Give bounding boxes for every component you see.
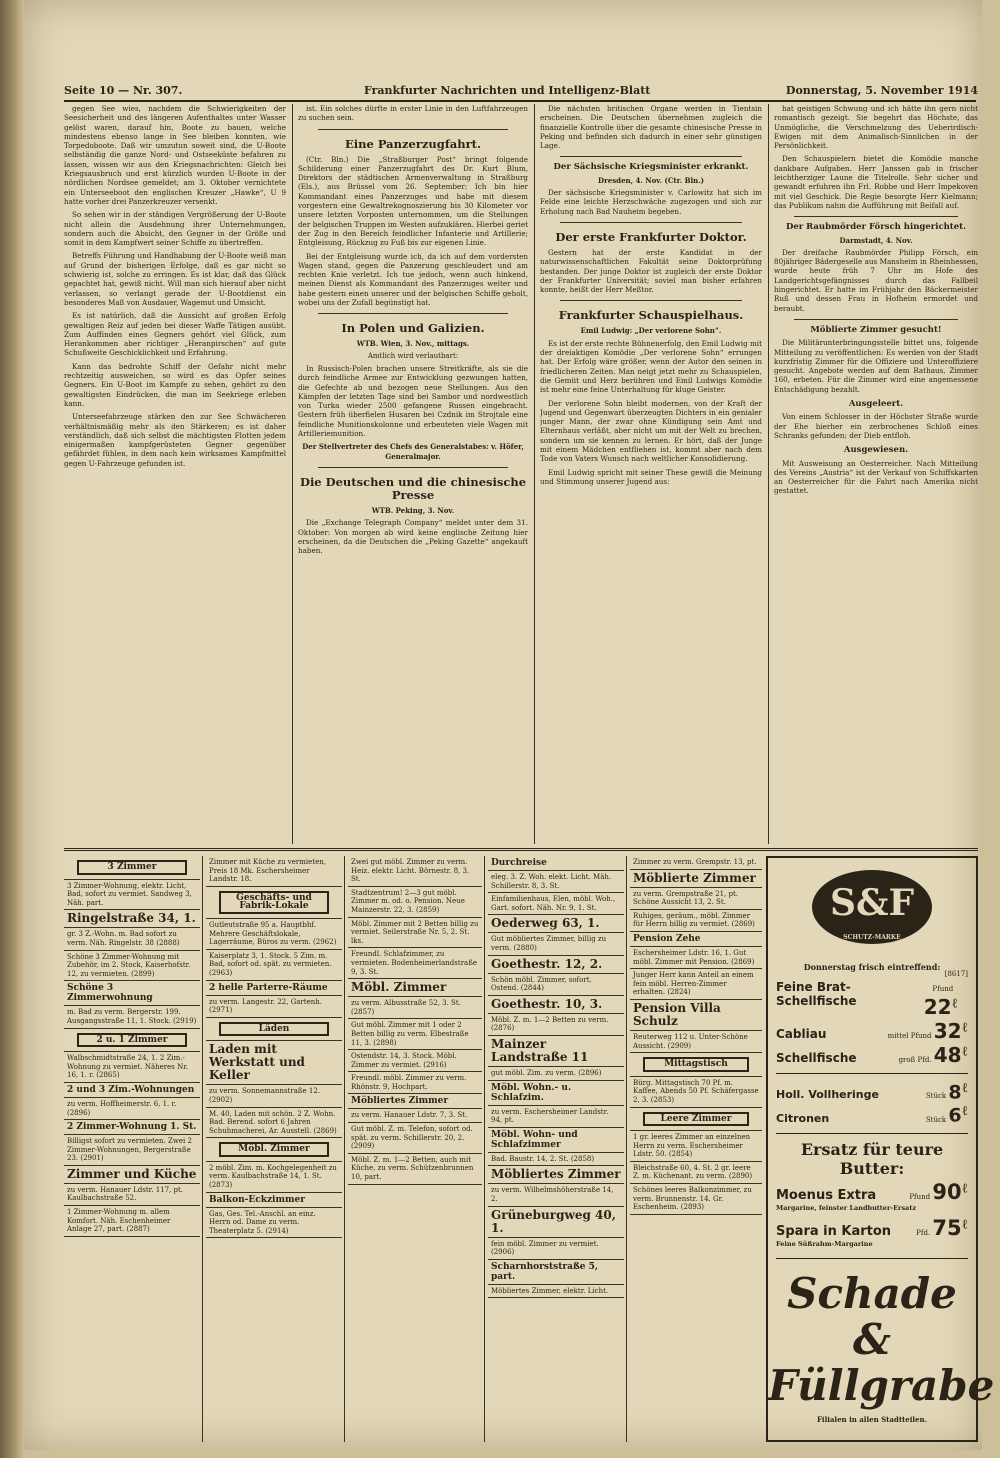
article-paragraph: ist. Ein solches dürfte in erster Linie in den Luftfahrzeugen zu suchen sein. <box>298 104 528 123</box>
price-group <box>895 1043 968 1067</box>
article-paragraph: (Ctr. Bln.) Die „Straßburger Post“ bringt folgende Schilderung einer Panzerzugfahrt des Dr. Kurt Blum, Direktors der städtischen Armenverwaltung in Straßburg (Els.), aus Brüssel vom 26. September: Ich bin hier Kommandant eines Panzerzuges und habe mit diesem vorgestern eine Gewaltrekognoszierung bis 30 Kilometer vor unsere letzten Vorposten unternommen, um die Stellungen der belgischen Truppen im Westen aufzuklären. Hierbei geriet der Zug in den Bereich feindlicher Infanterie und Artillerie; Entgleisung, Rückzug zu Fuß bis zur eigenen Linie. <box>298 154 528 248</box>
pfennig-sign: ℓ <box>961 1044 968 1060</box>
article-paragraph: Mit Ausweisung an Oesterreicher. Nach Mitteilung des Vereins „Austria“ ist der Verkauf von Schiffskarten an Oesterreicher für die Fahrt nach Amerika nicht gestattet. <box>774 458 978 496</box>
classified-ad <box>630 1162 762 1184</box>
category-heading: 3 Zimmer <box>77 860 187 875</box>
category-heading: 2 u. 1 Zimmer <box>77 1033 187 1048</box>
classifieds-column-c <box>348 856 482 1446</box>
classifieds-column-d <box>488 856 624 1446</box>
dateline: Dresden, 4. Nov. (Ctr. Bln.) <box>598 175 704 185</box>
classified-ad <box>488 1166 624 1184</box>
category-heading: Mittagstisch <box>643 1057 750 1072</box>
classified-ad <box>630 1108 762 1132</box>
ad-text: gut möbl. Zim. zu verm. (2896) <box>491 1068 602 1077</box>
classified-ad <box>630 1000 762 1031</box>
ad-text: Freundl. möbl. Zimmer zu verm. Rhönstr. 9, Hochpart. <box>351 1074 467 1091</box>
ad-text: 1 gr. leeres Zimmer an einzelnen Herrn zu verm. Eschersheimer Ldstr. 50. (2854) <box>633 1133 751 1159</box>
ad-text: Gas, Ges. Tel.-Anschl. an einz. Herrn od. Dame zu verm. Theaterplatz 5. (2914) <box>209 1209 316 1235</box>
ad-text: Reuterweg 112 u. Unter-Schöne Aussicht. (2909) <box>633 1032 748 1050</box>
article-paragraph: Betreffs Führung und Handhabung der U-Boote weiß man auf Grund der bisherigen Erfolge, daß es gar nicht so schwierig ist, solche zu erringen. Es ist klar, daß das Glück gepachtet hat, gewiß nicht. Will man sich hierauf aber nicht verlassen, so verlangt gerade der U-Bootdienst ein besonderes Maß von Ausdauer, Wagemut und Umsicht. <box>64 251 286 307</box>
column-2 <box>298 104 528 844</box>
ad-divider <box>776 1258 968 1259</box>
ad-text: Zimmer zu verm. Grempstr. 13, pt. <box>633 858 757 866</box>
classified-ad <box>348 1094 482 1109</box>
product-name: Citronen <box>776 1111 830 1125</box>
classified-ad <box>206 1018 342 1042</box>
classified-ad <box>64 1120 200 1135</box>
price-row <box>768 1080 976 1103</box>
ad-text: zu verm. Wilhelmshöherstraße 14, 2. <box>491 1186 614 1203</box>
ad-text: Schön möbl. Zimmer, sofort. Ostend. (2844) <box>491 975 592 993</box>
classified-ad <box>64 910 200 928</box>
classified-ad <box>64 1135 200 1166</box>
classified-ad <box>488 996 624 1014</box>
ad-text: Eschersheimer Ldstr. 16, 1. Gut möbl. Zimmer mit Pension. (2869) <box>633 948 755 966</box>
article-paragraph: Es ist der erste rechte Bühnenerfolg, den Emil Ludwig mit der dreiaktigen Komödie „Der verlorene Sohn“ errungen hat. Der Erfolg wäre größer, wenn der Autor den seinen in friedlicheren Zeiten. Man neigt jetzt mehr zu Schauspielen, die Gemüt und Herz berühren und Emil Ludwigs Komödie ist mehr eine feine Unterhaltung für kluge Geister. <box>540 338 762 395</box>
price-group <box>922 1103 968 1126</box>
ad-text: Bad. Baustr. 14, 2. St. (2858) <box>491 1154 595 1163</box>
price-value: 6 <box>948 1104 962 1127</box>
classified-ad <box>488 933 624 955</box>
price-unit: mittel Pfund <box>887 1032 934 1040</box>
price-unit: Pfund <box>932 985 954 993</box>
price-row <box>768 1103 976 1126</box>
headline-polen-galizien: In Polen und Galizien. <box>341 321 485 336</box>
price-row <box>768 1043 976 1067</box>
classified-ad <box>64 951 200 982</box>
delivery-note: Donnerstag frisch eintreffend: <box>803 962 941 972</box>
ad-text: Pension Villa Schulz <box>633 1000 721 1028</box>
ad-text: Bleichstraße 60, 4. St. 2 gr. leere Z. m. Küchenant. zu verm. (2890) <box>633 1163 753 1181</box>
ad-text: Grüneburgweg 40, 1. <box>491 1207 616 1235</box>
classified-ad <box>488 1207 624 1238</box>
ad-text: Gut möbl. Z. m. Telefon, sofort od. spät. zu verm. Schillerstr. 20, 2. (2909) <box>351 1125 473 1151</box>
classified-ad <box>64 1098 200 1120</box>
article-paragraph: Die „Exchange Telegraph Company“ meldet unter dem 31. Oktober: Von morgen ab wird keine englische Zeitung hier erscheinen, da die Deutschen die „Peking Gazette“ angekauft haben. <box>298 518 528 556</box>
classified-ad <box>348 856 482 887</box>
ad-text: Zimmer und Küche <box>67 1166 197 1181</box>
price-row <box>768 1180 976 1204</box>
price-group <box>884 1019 968 1043</box>
price-unit: Pfd. <box>916 1228 933 1237</box>
classified-ad <box>488 1285 624 1299</box>
ad-text: Ostendstr. 14, 3. Stock. Möbl. Zimmer zu vermiet. (2916) <box>351 1052 457 1069</box>
classified-ad <box>630 1131 762 1162</box>
column-rule <box>202 856 203 1442</box>
dateline: Darmstadt, 4. Nov. <box>839 235 913 245</box>
ad-text: Goethestr. 12, 2. <box>491 956 603 971</box>
column-1 <box>64 104 286 844</box>
ad-text: Möbl. Z. m. 1—2 Betten zu verm. (2876) <box>491 1015 609 1033</box>
ad-divider <box>776 1073 968 1074</box>
classified-ad <box>488 956 624 974</box>
classified-ad <box>630 1077 762 1108</box>
classifieds-column-a <box>64 856 200 1446</box>
pfennig-sign: ℓ <box>961 1217 968 1233</box>
classified-ad <box>348 1154 482 1185</box>
butter-substitute-heading: Ersatz für teure Butter: <box>800 1139 944 1178</box>
logo-subtext: SCHUTZ-MARKE <box>843 934 901 941</box>
ad-text: Gutleutstraße 95 a. Hauptbhf. Mehrere Geschäftslokale, Lagerräume, Büros zu verm. (2962) <box>209 920 337 947</box>
ad-text: Stadtzentrum! 2—3 gut möbl. Zimmer m. od. o. Pension. Neue Mainzerstr. 22, 3. (2859) <box>351 888 465 914</box>
classified-ad <box>348 997 482 1019</box>
classified-ad <box>64 880 200 911</box>
price-unit: Stück <box>925 1115 949 1124</box>
ad-text: Schöne 3 Zimmerwohnung <box>67 983 153 1004</box>
classified-ad <box>64 928 200 950</box>
classified-ad <box>206 950 342 981</box>
classified-ad <box>630 870 762 888</box>
price-row <box>768 1019 976 1043</box>
ad-text: zu verm. Eschersheimer Landstr. 94, pt. <box>491 1107 609 1125</box>
article-divider <box>794 319 958 320</box>
price-value: 8 <box>948 1081 962 1104</box>
article-paragraph: Der sächsische Kriegsminister v. Carlowitz hat sich im Felde eine leichte Herzschwäche zugezogen und sich zur Erholung nach Bad Nauheim begeben. <box>540 188 762 216</box>
page-number: Seite 10 — Nr. 307. <box>64 84 183 97</box>
classified-ad <box>630 1053 762 1077</box>
product-description: Margarine, feinster Landbutter-Ersatz <box>776 1203 917 1212</box>
ad-text: Möbl. Wohn.- u. Schlafzim. <box>491 1082 572 1103</box>
ad-text: zu verm. Sonnemannstraße 12. (2902) <box>209 1087 321 1104</box>
ad-text: Laden mit Werkstatt und Keller <box>209 1042 305 1083</box>
classified-ad <box>64 856 200 880</box>
classified-ad <box>64 1006 200 1028</box>
price-value: 90 <box>932 1179 962 1204</box>
article-paragraph: Die Militärunterbringungsstelle bittet uns, folgende Mitteilung zu veröffentlichen: Es werden von der Stadt kurzfristig Zimmer für die Offiziere und Unteroffiziere gesucht. Angebote werden auf dem Rathaus, Zimmer 160, erbeten. Für die Zimmer wird eine angemessene Entschädigung bezahlt. <box>774 338 978 394</box>
classified-ad <box>488 1014 624 1036</box>
price-row <box>768 1216 976 1240</box>
article-paragraph: hat geistigen Schwung und ich hätte ihn gern nicht romantisch gezeigt. Sie begehrt das Höchste, das Unmögliche, die Verschmelzung des Ueberirdisch-Ewigen mit dem Animalisch-Sinnlichen in der Persönlichkeit. <box>774 104 978 151</box>
article-divider <box>318 467 508 468</box>
ad-text: eleg. 3. Z. Woh. elekt. Licht. Mäh. Schillerstr. 8, 3. St. <box>491 873 612 890</box>
ad-text: Möblierte Zimmer <box>633 870 756 885</box>
column-rule <box>344 856 345 1442</box>
price-group <box>922 1080 968 1103</box>
classified-ad <box>206 1085 342 1107</box>
price-group <box>905 1180 968 1204</box>
category-heading: Leere Zimmer <box>643 1112 750 1127</box>
column-rule <box>484 856 485 1442</box>
price-value: 32 <box>933 1019 962 1043</box>
ad-text: Junger Herr kann Anteil an einem fein möbl. Herren-Zimmer erhalten. (2824) <box>633 971 754 997</box>
price-group <box>912 1216 968 1240</box>
classified-ad <box>348 887 482 918</box>
classified-ad <box>64 1166 200 1184</box>
ad-text: Schöne 3 Zimmer-Wohnung mit Zubehör, im 2. Stock, Kaiserhofstr. 12, zu vermieten. (2899) <box>67 952 191 978</box>
masthead: Frankfurter Nachrichten und Intelligenz-Blatt <box>364 84 651 97</box>
classified-ad <box>206 1208 342 1239</box>
ad-text: Walbschmidtstraße 24, 1. 2 Zim.-Wohnung zu vermiet. Näheres Nr. 16, 1. r. (2865) <box>67 1054 189 1080</box>
article-paragraph: Gestern hat der erste Kandidat in der naturwissenschaftlichen Fakultät seine Doktorprüfung bestanden. Der junge Doktor ist zugleich der erste Doktor der Frankfurter Universität; soviel man bisher erfahren konnte, heißt der Herr Meßtor. <box>540 247 762 295</box>
ad-text: 2 und 3 Zim.-Wohnungen <box>67 1084 195 1095</box>
classified-ad <box>488 915 624 933</box>
ad-text: Ruhiges, geräum., möbl. Zimmer für Herrn billig zu vermiet. (2869) <box>633 911 755 929</box>
ad-text: 2 möbl. Zim. m. Kochgelegenheit zu verm. Kaulbachstraße 14, 1. St. (2873) <box>209 1163 337 1190</box>
column-rule <box>626 856 627 1442</box>
ad-text: Möbliertes Zimmer, elektr. Licht. <box>491 1286 609 1295</box>
product-name: Cabliau <box>776 1027 827 1041</box>
classified-ad <box>348 948 482 979</box>
column-3 <box>540 104 762 844</box>
classified-ad <box>206 919 342 950</box>
classified-ad <box>348 1123 482 1154</box>
classified-ad <box>630 856 762 870</box>
classified-ad <box>348 1109 482 1123</box>
price-list <box>768 976 976 1127</box>
article-paragraph: Von einem Schlosser in der Höchster Straße wurde der Ehe hierher ein zerbrochenes Schloß eines Schranks gefunden; der Dieb entfloh. <box>774 412 978 440</box>
classifieds-rule <box>64 848 978 851</box>
article-paragraph: Die nächsten britischen Organe werden in Tientsin erscheinen. Die Deutschen übernehmen zugleich die finanzielle Kontrolle über die gesamte chinesische Presse in Peking und befinden sich dadurch in einer sehr günstigen Lage. <box>540 104 762 151</box>
classified-ad <box>206 1193 342 1208</box>
article-paragraph: Bei der Entgleisung wurde ich, da ich auf dem vordersten Wagen stand, gegen die Panzerung geschleudert und am rechten Knie verletzt. Ich tue jedoch, wenn auch hinkend, meinen Dienst als Kommandant des Panzerzuges weiter und habe gestern einen unserer und der belgischen Schiffe geholt, wobei uns der Zufall begünstigt hat. <box>298 251 528 308</box>
article-paragraph: Der verlorene Sohn bleibt modernen, von der Kraft der Jugend und Gegenwart überzeugten Dichters in ein genialer junger Mann, der zwar ohne Kündigung sein Amt und Elternhaus verläßt, aber nicht um mit der Welt zu brechen, sondern um sie kennen zu lernen. Er hört, daß der Junge mit einem Mädchen entfliehen ist, kommt aber nach dem Tode von Vaters Wunsch nach weltlicher Konsolidierung. <box>540 398 762 464</box>
classified-ad <box>64 1206 200 1237</box>
classified-ad <box>630 969 762 1000</box>
ad-text: Möbl. Wohn- und Schlafzimmer <box>491 1129 578 1150</box>
ad-text: Mainzer Landstraße 11 <box>491 1036 589 1064</box>
subline: Emil Ludwig: „Der verlorene Sohn“. <box>580 326 722 336</box>
ad-text: 1 Zimmer-Wohnung m. allem Komfort. Näh. Eschenheimer Anlage 27, part. (2887) <box>67 1208 171 1234</box>
classified-ad <box>206 856 342 887</box>
product-description: Feine Süßrahm-Margarine <box>776 1239 873 1248</box>
classified-ad <box>348 1072 482 1094</box>
classified-ad <box>488 1067 624 1081</box>
headline-kriegsminister: Der Sächsische Kriegsminister erkrankt. <box>553 162 749 173</box>
ad-text: Oederweg 63, 1. <box>491 916 600 931</box>
ad-text: Kaiserplatz 3, 1. Stock. 5 Zim. m. Bad, sofort od. spät. zu vermieten. (2963) <box>209 951 332 977</box>
book-binding <box>0 0 24 1458</box>
ad-text: Pension Zehe <box>633 933 701 944</box>
classified-ad <box>64 1029 200 1053</box>
headline-schauspielhaus: Frankfurter Schauspielhaus. <box>558 308 744 323</box>
ad-text: Möbliertes Zimmer <box>351 1096 449 1107</box>
classified-ad <box>488 1260 624 1285</box>
classified-ad <box>488 1128 624 1153</box>
ad-text: Einfamilienhaus, Elen, möbl. Woh., Gart. sofort. Näh. Nr. 9, 1. St. <box>491 895 616 912</box>
product-name: Schellfische <box>776 1051 857 1065</box>
article-paragraph: Emil Ludwig spricht mit seiner These gewiß die Meinung und Stimmung unserer Jugend aus: <box>540 467 762 486</box>
ad-text: zu verm. Albusstraße 52, 3. St. (2857) <box>351 999 461 1016</box>
ad-text: Möbl. Zimmer mit 2 Betten billig zu vermiet. Seilerstraße Nr. 5, 2. St. lks. <box>351 919 479 945</box>
article-divider <box>560 156 742 157</box>
ad-text: zu verm. Grempstraße 21, pt. Schöne Aussicht 13, 2. St. <box>633 889 738 907</box>
branches-note: Filialen in allen Stadtteilen. <box>816 1414 928 1424</box>
ad-code: [8617] <box>944 970 968 978</box>
ad-text: Durchreise <box>491 858 547 868</box>
classified-ad <box>488 871 624 893</box>
classifieds-column-b <box>206 856 342 1446</box>
ad-text: Bürg. Mittagstisch 70 Pf. m. Kaffee, Abends 50 Pf. Schäfergasse 2, 3. (2853) <box>633 1078 759 1104</box>
product-name: Feine Brat-Schellfische <box>776 980 857 1008</box>
classified-ad <box>348 1050 482 1072</box>
ad-text: zu verm. Hanauer Ldstr. 7, 3. St. <box>351 1111 468 1120</box>
ad-text: Möbliertes Zimmer <box>491 1167 621 1182</box>
classified-ad <box>488 893 624 915</box>
classified-ad <box>488 1153 624 1167</box>
classified-ad <box>488 1184 624 1206</box>
classified-ad <box>488 1081 624 1106</box>
trademark-logo <box>812 870 932 944</box>
article-paragraph: Es ist natürlich, daß die Aussicht auf großen Erfolg gewaltigen Reiz auf jeden bei dieser Waffe Tätigen ausübt. Zum Auffinden eines Gegners gehört viel Glück, zum Herankommen aber richtiger „Heranpirschen“ auf gute Schußweite Geschicklichkeit und Erfahrung. <box>64 311 286 358</box>
price-unit: Stück <box>925 1092 949 1101</box>
price-value: 22 <box>923 995 952 1019</box>
ad-text: 2 Zimmer-Wohnung 1. St. <box>67 1122 197 1133</box>
ad-text: Scharnhorststraße 5, part. <box>491 1261 599 1282</box>
ad-text: Zwei gut möbl. Zimmer zu verm. Heiz. elektr. Licht. Börnestr. 8, 3. St. <box>351 858 470 884</box>
headline-raubmoerder: Der Raubmörder Försch hingerichtet. <box>785 222 967 233</box>
product-name: Holl. Vollheringe <box>776 1088 879 1102</box>
classified-ad <box>206 1041 342 1085</box>
classified-ad <box>488 1106 624 1128</box>
subline: Amtlich wird verlautbart: <box>367 351 459 360</box>
ad-text: Möbl. Z. m. 1—2 Betten, auch mit Küche, zu verm. Schützenbrunnen 10, part. <box>351 1155 474 1182</box>
ad-text: M. 40, Laden mit schön. 2 Z. Wohn. Bad. Berend. sofort 6 Jahren Schuhmacherei, Ar. Ausstell. (2869) <box>209 1109 337 1135</box>
classified-ad <box>348 1019 482 1050</box>
price-row <box>768 976 976 1019</box>
pfennig-sign: ℓ <box>961 1104 968 1120</box>
price-group <box>914 976 968 1019</box>
pfennig-sign: ℓ <box>961 1020 968 1036</box>
classified-ad <box>630 1031 762 1053</box>
pfennig-sign: ℓ <box>951 996 958 1012</box>
headline-ausgewiesen: Ausgewiesen. <box>843 445 909 456</box>
ad-text: Zimmer mit Küche zu vermieten, Preis 18 Mk. Eschersheimer Landstr. 18. <box>209 858 326 884</box>
article-paragraph: Der dreifache Raubmörder Philipp Försch, ein 80jähriger Bädergeselle aus Mansheim in Rheinhessen, wurde heute früh 7 Uhr im Hofe des Landgerichtsgefängnisses durch das Fallbeil hingerichtet. Er hatte im Frühjahr den Bäckermeister Ruß und dessen Frau in Hofheim ermordet und beraubt. <box>774 247 978 313</box>
header-rule <box>64 100 976 102</box>
column-rule <box>292 104 293 844</box>
ad-text: Schönes leeres Balkonzimmer, zu verm. Brunnenstr. 14. Gr. Eschenheim. (2893) <box>633 1186 752 1212</box>
brand-name: Schade & Füllgrabe <box>768 1268 995 1410</box>
classified-ad <box>206 981 342 996</box>
category-heading: Läden <box>219 1022 329 1037</box>
classified-ad <box>630 888 762 910</box>
headline-frankfurter-doktor: Der erste Frankfurter Doktor. <box>555 229 747 244</box>
dateline: WTB. Wien, 3. Nov., mittags. <box>356 339 470 349</box>
classified-ad <box>64 1083 200 1098</box>
ad-text: Balkon-Eckzimmer <box>209 1194 305 1205</box>
classified-ad <box>206 1162 342 1193</box>
article-paragraph: gegen See wies, nachdem die Schwierigkeiten der Seesicherheit und des längeren Aufenthaltes unter Wasser gelöst waren, darauf hin, Boote zu bauen, welche mindestens ebenso lange in See bleiben konnten, wie Torpedoboote. Daß wir umzutun soweit sind, die U-Boote selbständig die ganze Nord- und Ostseeküste befahren zu lassen, wissen wir aus den Kriegsnachrichten: Gleich bei Kriegsausbruch und erst kürzlich wurden U-Boote in der nördlichen Nordsee gemeldet; am 3. Oktober vernichtete ein Unterseeboot den englischen Kreuzer „Hawke“, U 9 hatte vorher drei Panzerkreuzer versenkt. <box>64 104 286 206</box>
headline-moeblierte-zimmer: Möblierte Zimmer gesucht! <box>810 324 942 335</box>
ad-text: 2 helle Parterre-Räume <box>209 982 328 993</box>
classified-ad <box>206 1138 342 1162</box>
article-paragraph: In Russisch-Polen brachen unsere Streitkräfte, als sie die durch feindliche Armee zur Entwicklung gezwungen hatten, die Gefechte ab und bezogen neue Stellungen. Aus den Kämpfen der letzten Tage sind bei Sambor und nordwestlich von Turka wieder 2500 gefangene Russen eingebracht. Gestern früh überfielen Husaren bei Czdnik im Strojtale eine feindliche Munitionskolonne und erbeuteten viele Wagen mit Artilleriemunition. <box>298 363 528 439</box>
ad-text: Gut möbliertes Zimmer, billig zu verm. (2880) <box>491 935 607 952</box>
ad-text: Gut möbl. Zimmer mit 1 oder 2 Betten billig zu verm. Elbestraße 11, 3. (2898) <box>351 1021 469 1047</box>
category-heading: Möbl. Zimmer <box>219 1142 329 1157</box>
classified-ad <box>348 918 482 949</box>
product-name: Moenus Extra <box>776 1187 877 1203</box>
classified-ad <box>64 981 200 1006</box>
margarine-list <box>768 1180 976 1252</box>
article-paragraph: Kann das bedrohte Schiff der Gefahr nicht mehr rechtzeitig ausweichen, so wird es das Opfer seines Gegners. Ein U-Boot im Kampfe zu sehen, gehört zu den gewaltigsten Eindrücken, die man im Seekriege erleben kann. <box>64 361 286 408</box>
ad-text: Freundl. Schlafzimmer, zu vermieten. Bodenheimerlandstraße 9, 3. St. <box>351 950 478 976</box>
ad-text: 3 Zimmer-Wohnung, elektr. Licht, Bad, sofort zu vermiet. Sandweg 3, Näh. part. <box>67 881 192 907</box>
ad-text: Ringelstraße 34, 1. <box>67 911 196 926</box>
classified-ad <box>488 1238 624 1260</box>
ad-text: Billigst sofort zu vermieten. Zwei 2 Zimmer-Wohnungen, Bergerstraße 23. (2901) <box>67 1137 192 1163</box>
article-divider <box>560 300 742 301</box>
classified-ad <box>630 947 762 969</box>
price-unit: groß Pfd. <box>898 1056 934 1064</box>
classified-ad <box>348 979 482 997</box>
article-divider <box>794 216 958 217</box>
pfennig-sign: ℓ <box>961 1181 968 1197</box>
classified-ad <box>488 856 624 871</box>
classified-ad <box>206 1108 342 1139</box>
price-unit: Pfund <box>909 1192 933 1201</box>
classified-ad <box>64 1184 200 1206</box>
ad-text: zu verm. Langestr. 22, Gartenh. (2971) <box>209 997 323 1015</box>
headline-panzerzug: Eine Panzerzugfahrt. <box>345 136 481 151</box>
classified-ad <box>488 1036 624 1067</box>
category-heading: Geschäfts- und Fabrik-Lokale <box>219 891 329 914</box>
headline-ausgeleert: Ausgeleert. <box>848 399 904 410</box>
pfennig-sign: ℓ <box>961 1081 968 1096</box>
price-value: 75 <box>932 1215 962 1240</box>
article-paragraph: Unterseefahrzeuge stärken den zur See Schwächeren verhältnismäßig mehr als den Stärkeren; es ist daher verständlich, daß sich selbst die mächtigsten Flotten jedem einigermaßen kampfgerüsteten Gegner gegenüber gefährdet fühlen, in dem nach kein wirksames Kampfmittel gegen U-Fahrzeuge gefunden ist. <box>64 412 286 468</box>
classifieds-column-e <box>630 856 762 1446</box>
classified-ad <box>630 932 762 947</box>
logo-text: S&F <box>829 882 915 924</box>
headline-chinesische-presse: Die Deutschen und die chinesische Presse <box>299 474 527 502</box>
signature: Der Stellvertreter des Chefs des Generalstabes: v. Höfer, Generalmajor. <box>302 442 524 461</box>
issue-date: Donnerstag, 5. November 1914 <box>785 84 978 97</box>
classified-ad <box>630 910 762 932</box>
article-divider <box>560 222 742 223</box>
price-value: 48 <box>933 1043 962 1067</box>
classified-ad <box>64 1052 200 1083</box>
column-4 <box>774 104 978 844</box>
classified-ad <box>206 996 342 1018</box>
column-rule <box>768 104 769 844</box>
dateline: WTB. Peking, 3. Nov. <box>371 505 455 515</box>
article-paragraph: So sehen wir in der ständigen Vergrößerung der U-Boote nicht allein die Ausdehnung ihrer Unternehmungen, sondern auch die Absicht, den Gegner in der Größe und somit in dem Kampfwert seiner Schiffe zu übertreffen. <box>64 210 286 248</box>
schade-fuellgrabe-ad <box>766 856 995 1442</box>
ad-text: fein möbl. Zimmer zu vermiet. (2906) <box>491 1239 599 1257</box>
ad-text: m. Bad zu verm. Bergerstr. 199. Ausgangsstraße 11, 1. Stock. (2919) <box>67 1008 197 1025</box>
ad-text: Möbl. Zimmer <box>351 980 447 995</box>
column-rule <box>534 104 535 844</box>
ad-text: zu verm. Hanauer Ldstr. 117, pt. Kaulbachstraße 52. <box>67 1185 184 1203</box>
ad-divider <box>776 1133 968 1134</box>
classified-ad <box>630 1184 762 1215</box>
article-paragraph: Den Schauspielern bietet die Komödie manche dankbare Aufgaben. Herr Janssen gab in frischer leichtherziger Laune die Titelrolle. Sehr sicher und gewandt erfuhren ihn Frl. Robbe und Herr Impekoven mit viel Geschick. Die Regie besorgte Herr Kielmann; das Publikum nahm die Aufführung mit Beifall auf. <box>774 154 978 210</box>
classified-ad <box>206 887 342 919</box>
article-divider <box>318 129 508 130</box>
ad-text: zu verm. Hoffheimerstr. 6, 1. r. (2896) <box>67 1099 177 1117</box>
ad-text: gr. 3 Z.-Wohn. m. Bad sofort zu verm. Näh. Ringelstr. 38 (2888) <box>67 930 180 947</box>
product-name: Spara in Karton <box>776 1223 892 1239</box>
ad-text: Goethestr. 10, 3. <box>491 996 603 1011</box>
article-divider <box>318 313 508 314</box>
classified-ad <box>488 974 624 996</box>
